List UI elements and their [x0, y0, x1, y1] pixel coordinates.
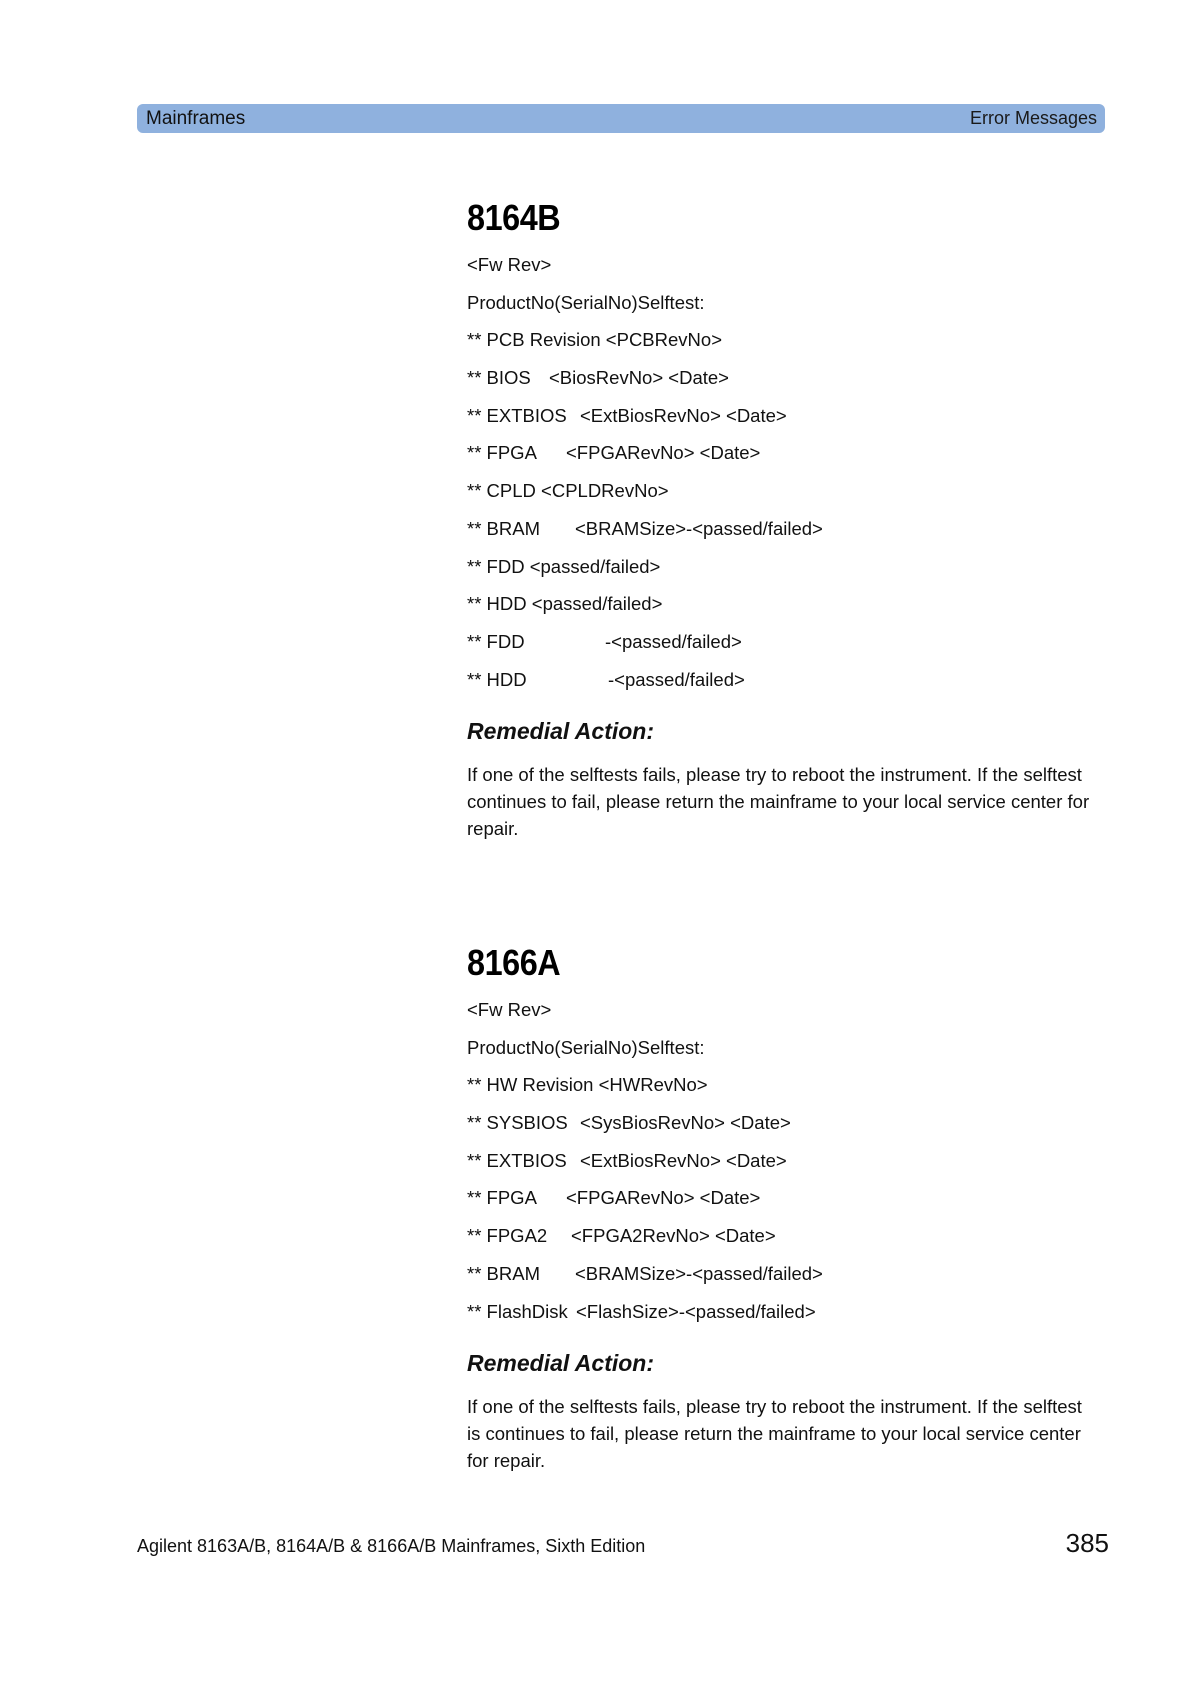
output-line [467, 441, 1097, 479]
line-text: ** PCB Revision <PCBRevNo> [467, 329, 722, 351]
section-8166a [467, 943, 1097, 1474]
output-line [467, 1036, 1097, 1074]
output-line [467, 291, 1097, 329]
line-label: ** FDD [467, 630, 525, 652]
line-value: <FPGARevNo> <Date> [566, 1187, 761, 1209]
selftest-output-lines [467, 998, 1097, 1337]
output-line [467, 1186, 1097, 1224]
line-value: <BRAMSize>-<passed/failed> [575, 517, 823, 539]
line-text: ** HW Revision <HWRevNo> [467, 1074, 708, 1096]
section-8164b [467, 198, 1097, 842]
line-label: ** BRAM [467, 517, 540, 539]
line-text: ** CPLD <CPLDRevNo> [467, 480, 669, 502]
output-line [467, 328, 1097, 366]
output-line [467, 404, 1097, 442]
output-line [467, 555, 1097, 593]
output-line [467, 517, 1097, 555]
line-text: ProductNo(SerialNo)Selftest: [467, 1036, 705, 1058]
line-value: <FPGARevNo> <Date> [566, 442, 761, 464]
line-text: ** FDD <passed/failed> [467, 555, 661, 577]
line-text: <Fw Rev> [467, 254, 552, 275]
line-value: <SysBiosRevNo> <Date> [580, 1112, 791, 1134]
line-value: <FPGA2RevNo> <Date> [571, 1225, 776, 1247]
running-header [137, 104, 1105, 133]
output-line [467, 1149, 1097, 1187]
output-line [467, 1262, 1097, 1300]
line-label: ** EXTBIOS [467, 404, 567, 426]
output-line [467, 1073, 1097, 1111]
footer-edition-text: Agilent 8163A/B, 8164A/B & 8166A/B Mainframes, Sixth Edition [137, 1536, 646, 1556]
line-label: ** FPGA [467, 442, 537, 464]
line-label: ** SYSBIOS [467, 1112, 568, 1134]
output-line [467, 253, 1097, 291]
line-label: ** FPGA2 [467, 1225, 548, 1247]
line-value: <BRAMSize>-<passed/failed> [575, 1262, 823, 1284]
output-line [467, 668, 1097, 706]
output-line [467, 998, 1097, 1036]
output-line [467, 366, 1097, 404]
output-line [467, 1111, 1097, 1149]
line-label: ** FPGA [467, 1187, 537, 1209]
section-title: 8164B [467, 197, 561, 238]
remedial-action-heading: Remedial Action: [467, 1350, 655, 1377]
line-label: ** BRAM [467, 1262, 540, 1284]
line-text: <Fw Rev> [467, 999, 552, 1020]
selftest-output-lines [467, 253, 1097, 705]
header-section-label: Mainframes [146, 107, 246, 129]
line-text: ProductNo(SerialNo)Selftest: [467, 291, 705, 313]
output-line [467, 630, 1097, 668]
line-label: ** FlashDisk [467, 1300, 568, 1322]
line-value: -<passed/failed> [608, 668, 745, 690]
remedial-action-text: If one of the selftests fails, please try to reboot the instrument. If the selftest continues to fail, please return the mainframe to your local service center for repair. [467, 764, 1090, 840]
line-value: <BiosRevNo> <Date> [549, 367, 729, 389]
line-label: ** EXTBIOS [467, 1149, 567, 1171]
line-label: ** BIOS [467, 367, 531, 389]
line-value: <ExtBiosRevNo> <Date> [580, 404, 787, 426]
output-line [467, 1300, 1097, 1338]
remedial-action-text: If one of the selftests fails, please try to reboot the instrument. If the selftest is continues to fail, please return the mainframe to your local service center for repair. [467, 1396, 1082, 1472]
output-line [467, 479, 1097, 517]
line-label: ** HDD [467, 668, 527, 690]
remedial-action-heading: Remedial Action: [467, 718, 655, 745]
line-value: <FlashSize>-<passed/failed> [576, 1300, 816, 1322]
line-text: ** HDD <passed/failed> [467, 593, 663, 615]
section-title: 8166A [467, 942, 561, 983]
line-value: <ExtBiosRevNo> <Date> [580, 1149, 787, 1171]
output-line [467, 592, 1097, 630]
page-number: 385 [1065, 1528, 1109, 1558]
header-chapter-label: Error Messages [969, 108, 1097, 128]
line-value: -<passed/failed> [605, 630, 742, 652]
output-line [467, 1224, 1097, 1262]
